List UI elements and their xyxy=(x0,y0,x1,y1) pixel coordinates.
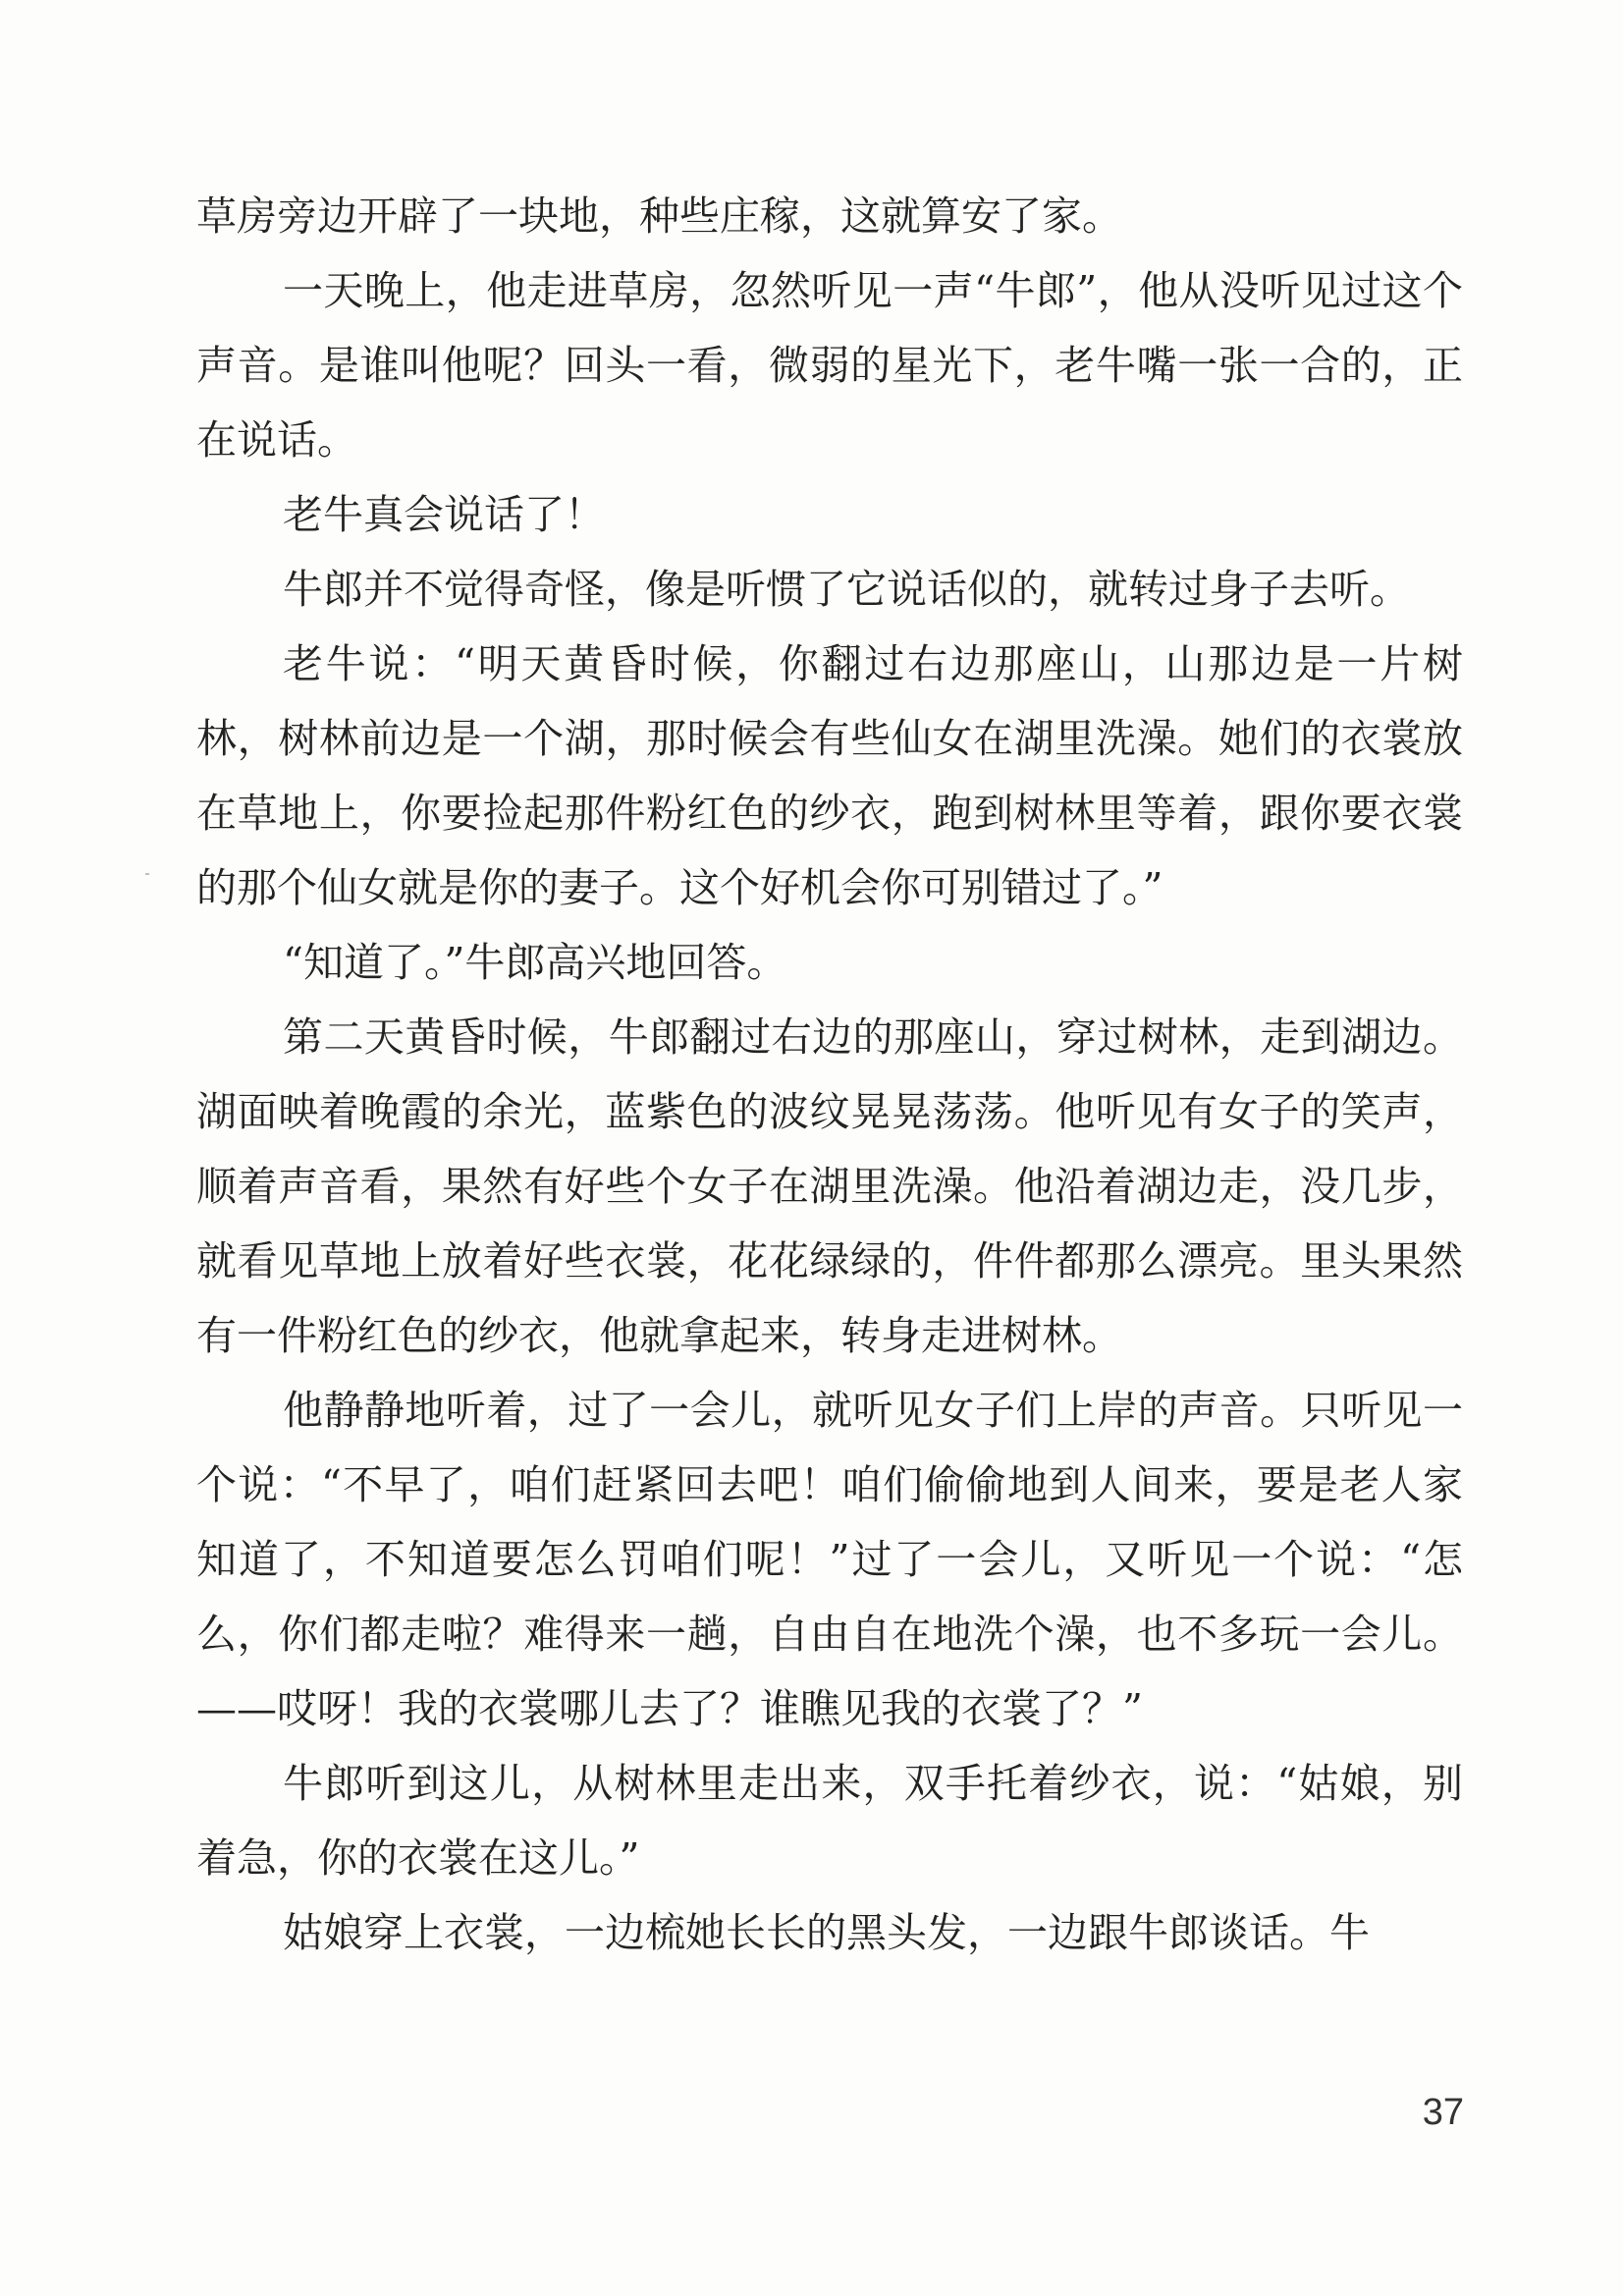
paragraph: 第二天黄昏时候，牛郎翻过右边的那座山，穿过树林，走到湖边。湖面映着晚霞的余光，蓝紫色的波纹晃晃荡荡。他听见有女子的笑声，顺着声音看，果然有好些个女子在湖里洗澡。他沿着湖边走，没几步，就看见草地上放着好些衣裳，花花绿绿的，件件都那么漂亮。里头果然有一件粉红色的纱衣，他就拿起来，转身走进树林。 xyxy=(196,1013,1463,1359)
page-number: 37 xyxy=(1422,2092,1464,2133)
paragraph: 牛郎并不觉得奇怪，像是听惯了它说话似的，就转过身子去听。 xyxy=(283,566,1410,613)
paragraph: 牛郎听到这儿，从树林里走出来，双手托着纱衣，说：“姑娘，别着急，你的衣裳在这儿。” xyxy=(196,1760,1463,1882)
scan-speck xyxy=(145,873,149,875)
body-text xyxy=(196,179,1463,1970)
paragraph-continued: 草房旁边开辟了一块地，种些庄稼，这就算安了家。 xyxy=(196,192,1122,240)
paragraph: 他静静地听着，过了一会儿，就听见女子们上岸的声音。只听见一个说：“不早了，咱们赶紧回去吧！咱们偷偷地到人间来，要是老人家知道了，不知道要怎么罚咱们呢！”过了一会儿，又听见一个说：“怎么，你们都走啦？难得来一趟，自由自在地洗个澡，也不多玩一会儿。——哎呀！我的衣裳哪儿去了？谁瞧见我的衣裳了？” xyxy=(196,1387,1463,1732)
paragraph: 老牛真会说话了！ xyxy=(283,491,605,538)
paragraph: 姑娘穿上衣裳，一边梳她长长的黑头发，一边跟牛郎谈话。牛 xyxy=(283,1909,1370,1956)
paragraph: 老牛说：“明天黄昏时候，你翻过右边那座山，山那边是一片树林，树林前边是一个湖，那时候会有些仙女在湖里洗澡。她们的衣裳放在草地上，你要捡起那件粉红色的纱衣，跑到树林里等着，跟你要衣裳的那个仙女就是你的妻子。这个好机会你可别错过了。” xyxy=(196,640,1463,911)
paragraph: “知道了。”牛郎高兴地回答。 xyxy=(283,939,787,986)
paragraph: 一天晚上，他走进草房，忽然听见一声“牛郎”，他从没听见过这个声音。是谁叫他呢？回头一看，微弱的星光下，老牛嘴一张一合的，正在说话。 xyxy=(196,267,1463,464)
